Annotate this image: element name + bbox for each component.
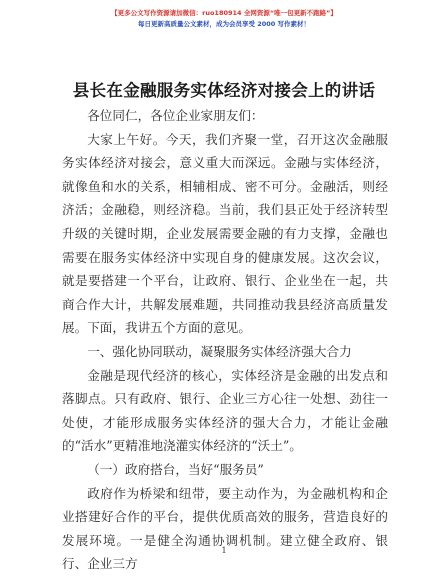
document-title: 县长在金融服务实体经济对接会上的讲话 — [72, 81, 376, 100]
promo-line-2: 每日更新高质量公文素材，成为会员享受 2000 写作素材！ — [137, 20, 311, 28]
promo-banner — [0, 8, 448, 30]
paragraph: 大家上午好。今天，我们齐聚一堂，召开这次金融服务实体经济对接会，意义重大而深远。金融与实体经济，就像鱼和水的关系，相辅相成、密不可分。金融活，则经济活；金融稳，则经济稳。当前，我们县正处于经济转型升级的关键时期，企业发展需要金融的有力支撑，金融也需要在服务实体经济中实现自身的健康发展。这次会议，就是要搭建一个平台，让政府、银行、企业坐在一起，共商合作大计，共解发展难题，共同推动我县经济高质量发展。下面，我讲五个方面的意见。 — [62, 131, 388, 336]
paragraph: 金融是现代经济的核心，实体经济是金融的出发点和落脚点。只有政府、银行、企业三方心往一处想、劲往一处使，才能形成服务实体经济的强大合力，才能让金融的“活水”更精准地浇灌实体经济的“沃土”。 — [62, 367, 388, 454]
paragraph: 政府作为桥梁和纽带，要主动作为，为金融机构和企业搭建好合作的平台，提供优质高效的服务，营造良好的发展环境。一是健全沟通协调机制。建立健全政府、银行、企业三方 — [62, 485, 388, 572]
subsection-heading: （一）政府搭台，当好“服务员” — [87, 461, 264, 477]
document-body — [62, 104, 388, 576]
greeting: 各位同仁，各位企业家朋友们： — [87, 108, 264, 123]
section-heading: 一、强化协同联动，凝聚服务实体经济强大合力 — [87, 343, 352, 359]
page-number: 1 — [221, 546, 227, 555]
promo-line-1: 【更多公文写作资源请加微信：ruo180914 全网资源“唯一包更新不跑路”】 — [111, 9, 337, 17]
